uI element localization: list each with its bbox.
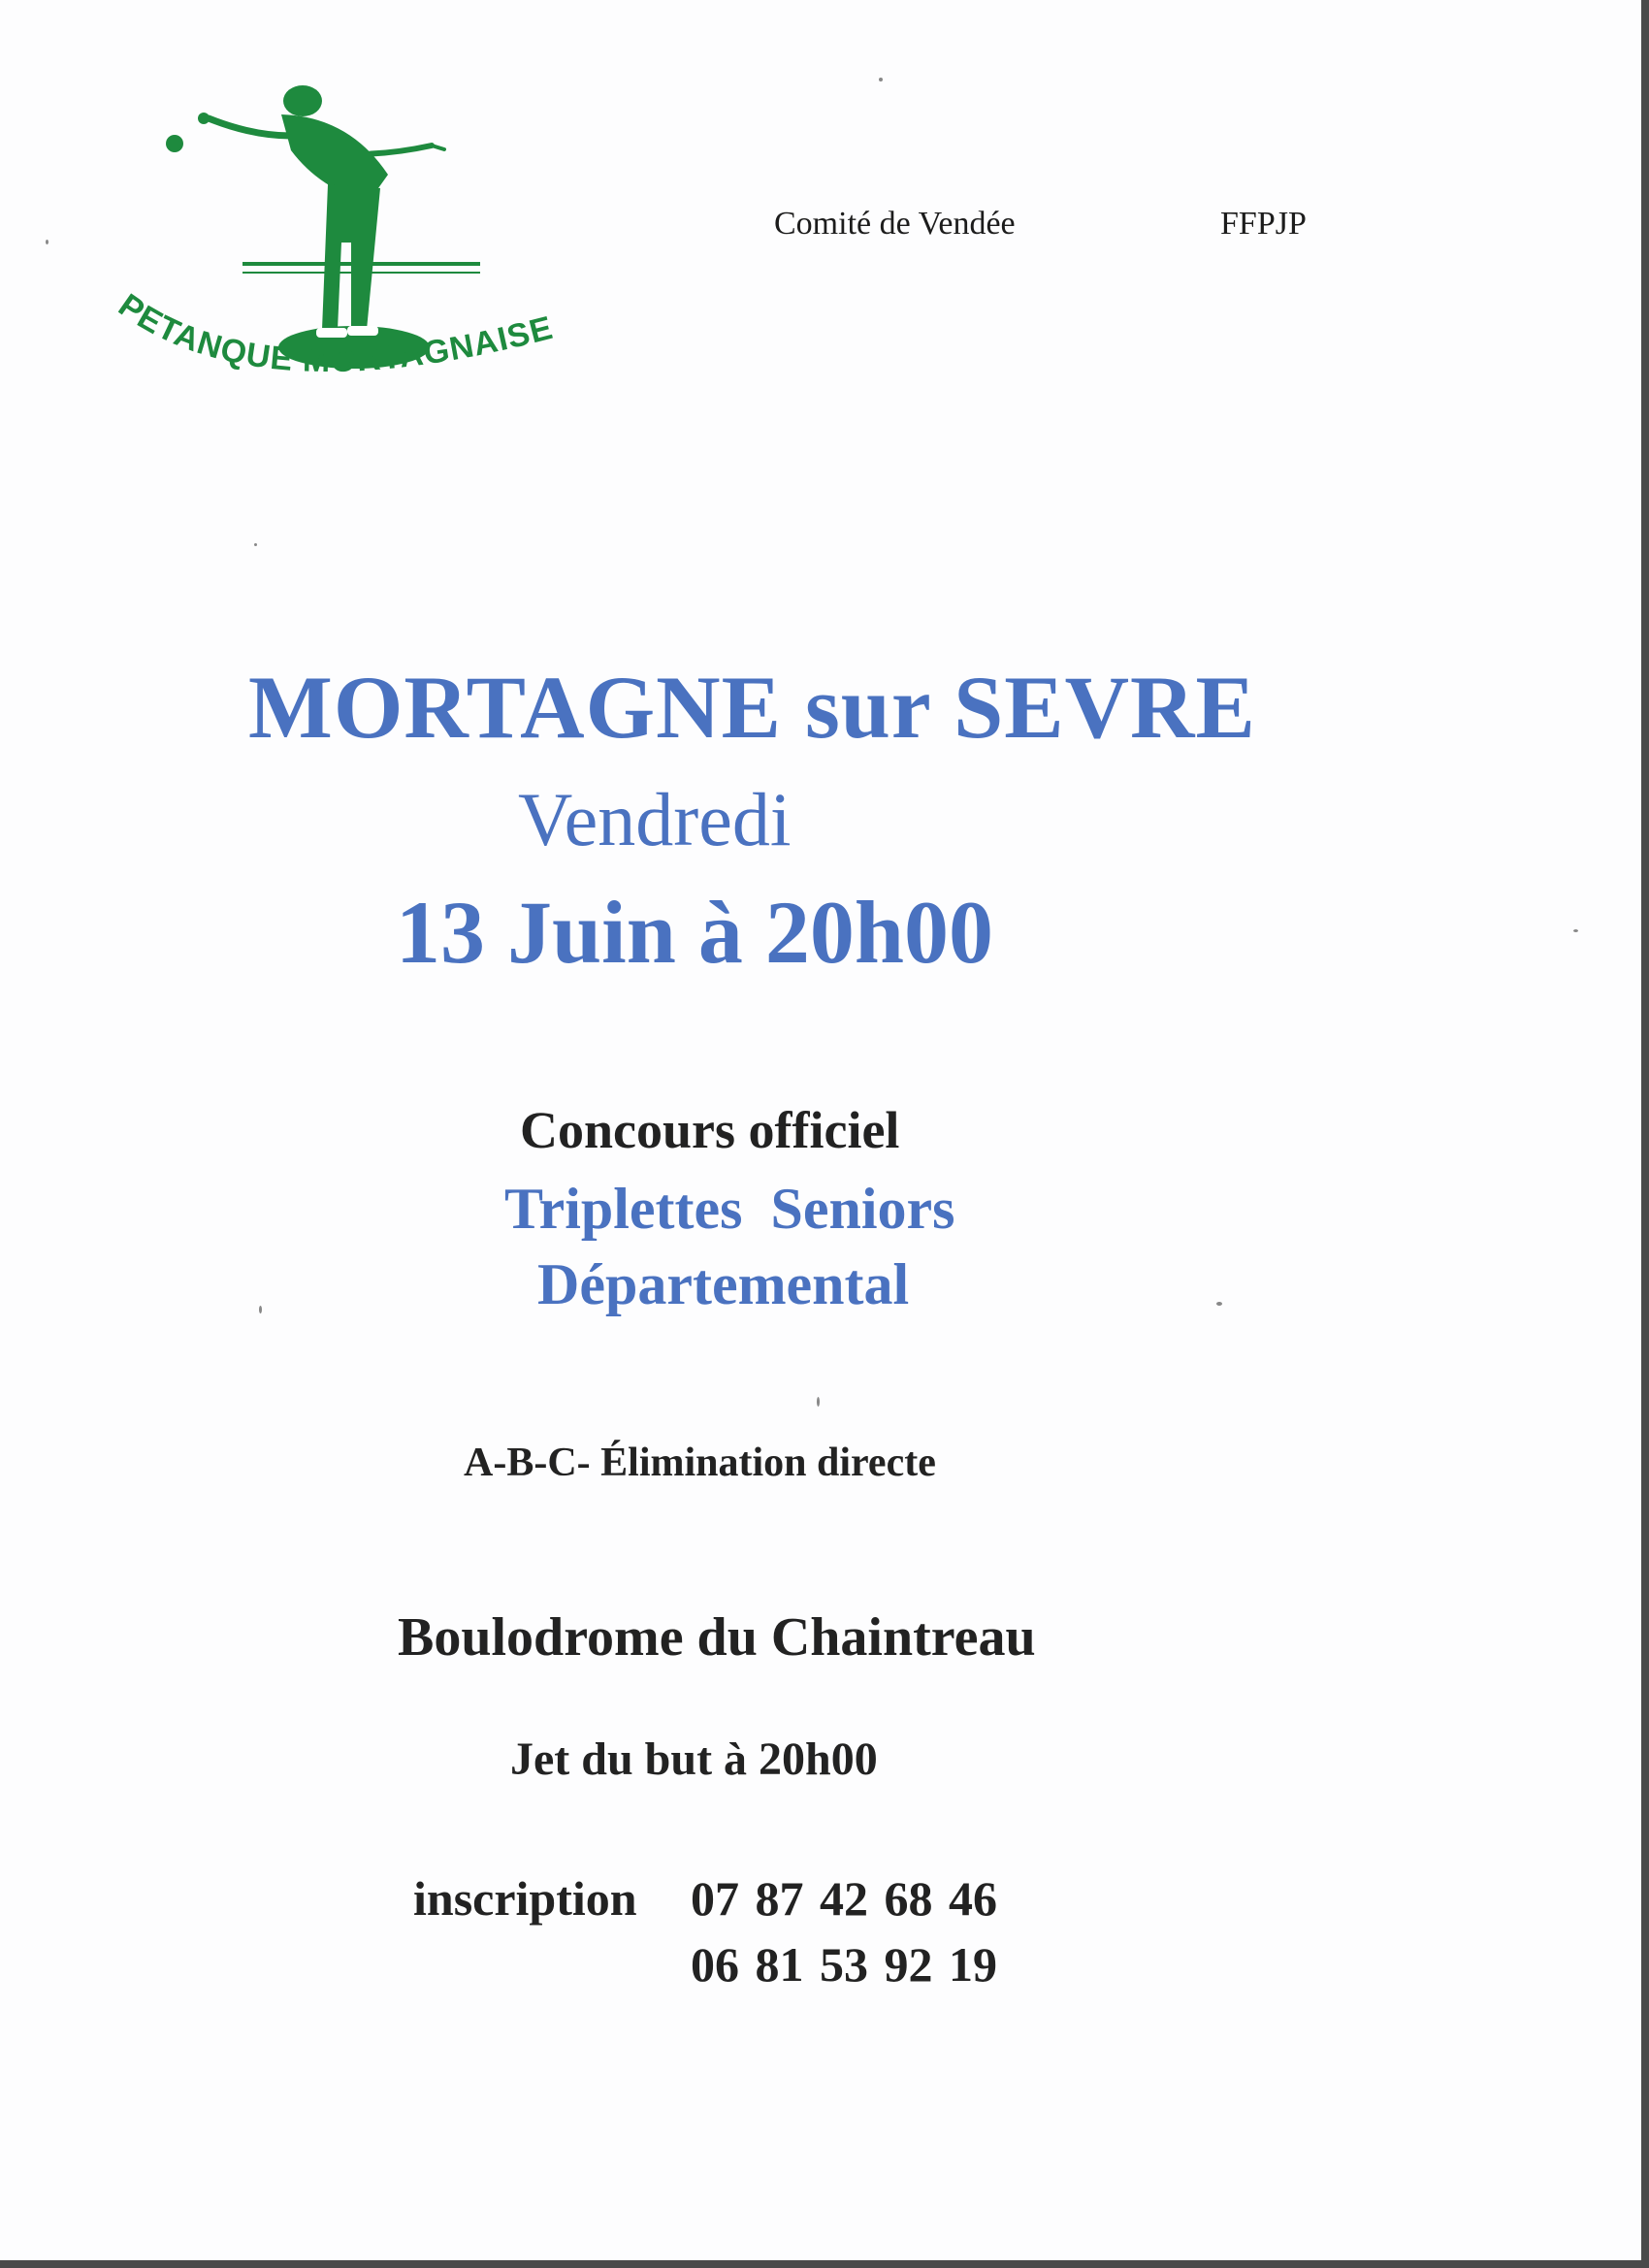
scan-speck (1216, 1302, 1222, 1306)
venue-name: Boulodrome du Chaintreau (398, 1607, 1036, 1668)
competition-type: Concours officiel (520, 1101, 900, 1159)
club-name-arc: PETANQUE MORTAGNAISE (112, 286, 558, 380)
scan-speck (1573, 929, 1578, 932)
scan-speck (259, 1306, 262, 1313)
event-weekday: Vendredi (518, 777, 792, 861)
registration-label: inscription (413, 1871, 637, 1926)
committee-label: Comité de Vendée (774, 206, 1016, 242)
registration-phone: 07 87 42 68 46 (691, 1871, 997, 1926)
competition-level: Départemental (537, 1252, 910, 1316)
scan-border (1641, 0, 1649, 2268)
scan-border (0, 2260, 1649, 2268)
federation-label: FFPJP (1220, 206, 1307, 242)
scan-speck (46, 240, 48, 244)
event-town: MORTAGNE sur SEVRE (248, 658, 1256, 757)
event-date-time: 13 Juin à 20h00 (396, 883, 994, 982)
scan-speck (817, 1397, 820, 1407)
competition-format: A-B-C- Élimination directe (464, 1441, 936, 1485)
petanque-player-logo (97, 68, 601, 437)
registration-phone: 06 81 53 92 19 (691, 1937, 997, 1992)
scan-speck (879, 78, 883, 81)
competition-category: Triplettes Seniors (504, 1177, 955, 1241)
start-time: Jet du but à 20h00 (510, 1733, 878, 1785)
scan-speck (254, 543, 257, 546)
